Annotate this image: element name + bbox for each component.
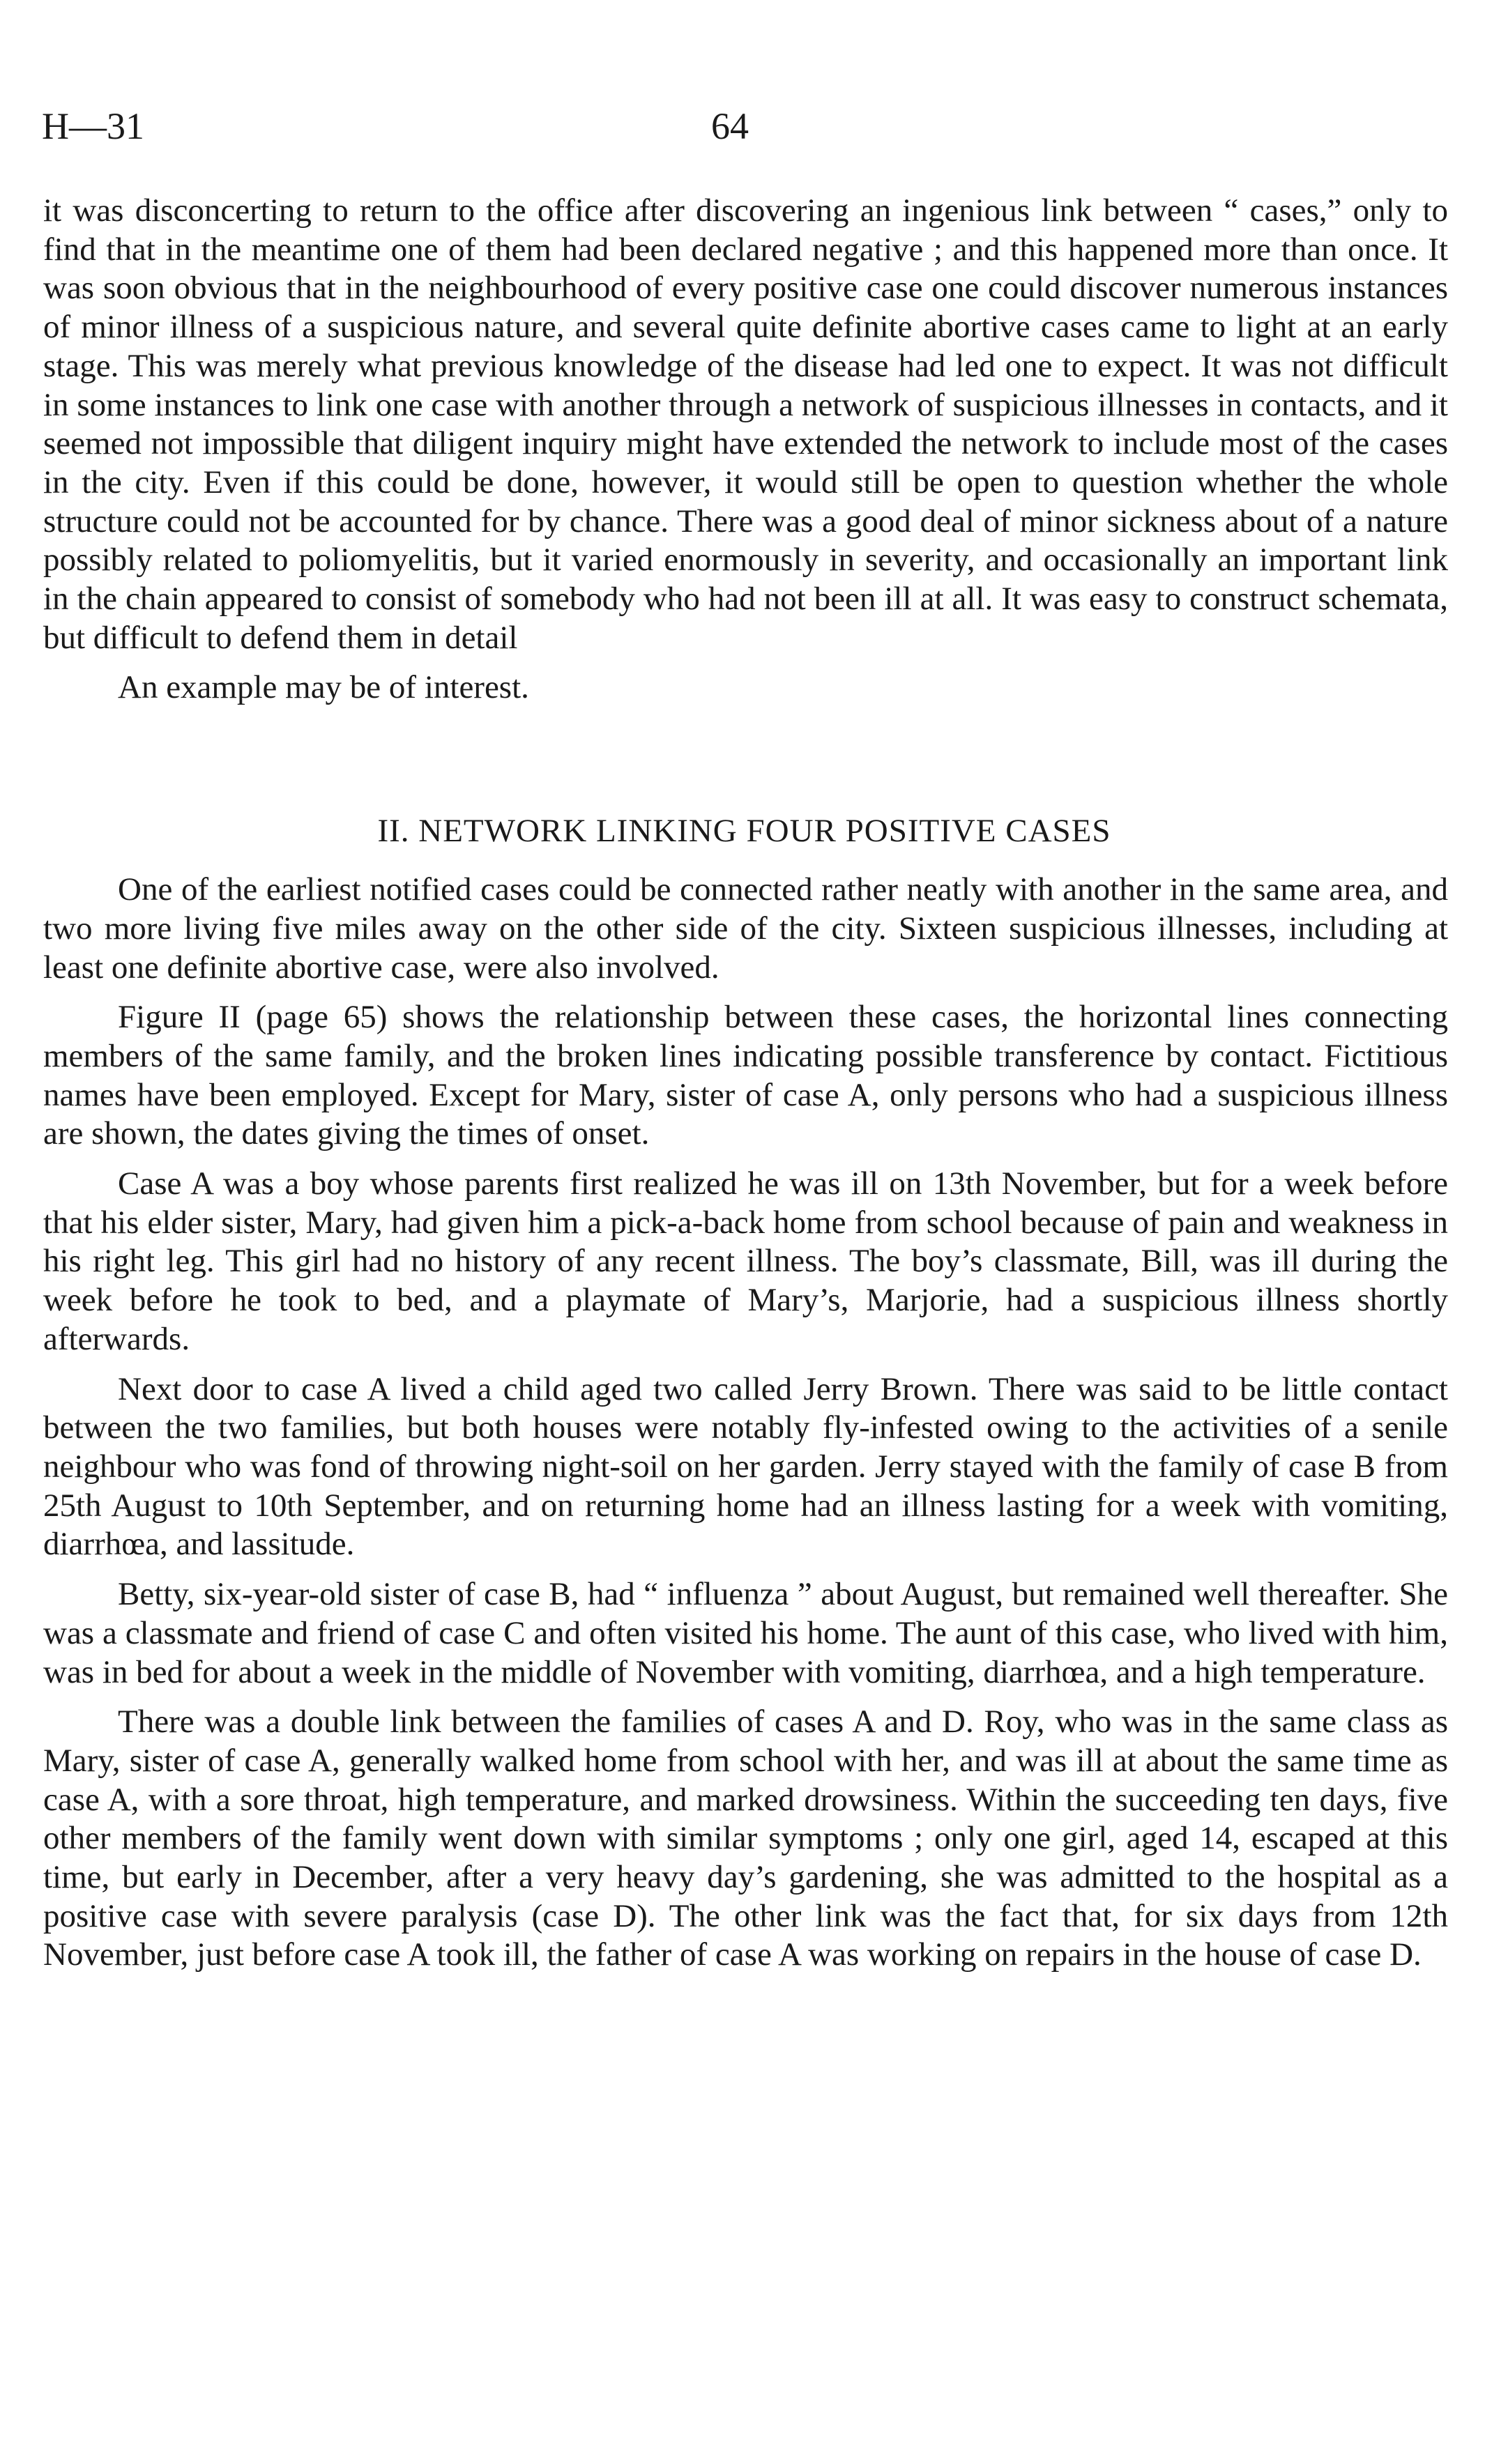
running-head <box>42 105 1450 153</box>
body-paragraph: One of the earliest notified cases could be connected rather neatly with another in the same area, and two more living five miles away on the other side of the city. Sixteen suspicious illnesses, including at least one definite abortive case, were also involved. <box>43 871 1448 986</box>
body-text <box>43 192 1448 707</box>
body-paragraph: Figure II (page 65) shows the relationship between these cases, the horizontal lines connecting members of the same family, and the broken lines indicating possible transference by contact. Fictitious names have been employed. Except for Mary, sister of case A, only persons who had a suspicious illness are shown, the dates giving the times of onset. <box>43 999 1448 1152</box>
section-heading: II. NETWORK LINKING FOUR POSITIVE CASES <box>377 813 1111 850</box>
body-paragraph: Case A was a boy whose parents first realized he was ill on 13th November, but for a week before that his elder sister, Mary, had given him a pick-a-back home from school because of pain and weakness in his right leg. This girl had no history of any recent illness. The boy’s classmate, Bill, was ill during the week before he took to bed, and a playmate of Mary’s, Marjorie, had a suspicious illness shortly afterwards. <box>43 1165 1448 1357</box>
continued-paragraph: it was disconcerting to return to the office after discovering an ingenious link between “ cases,” only to find that in the meantime one of them had been declared negative ; and this happened more than once. It was soon obvious that in the neighbourhood of every positive case one could discover numerous instances of minor illness of a suspicious nature, and several quite definite abortive cases came to light at an early stage. This was merely what previous knowledge of the disease had led one to expect. It was not difficult in some instances to link one case with another through a network of suspicious illnesses in contacts, and it seemed not impossible that diligent inquiry might have extended the network to include most of the cases in the city. Even if this could be done, however, it would still be open to question whether the whole structure could not be accounted for by chance. There was a good deal of minor sickness about of a nature possibly related to poliomyelitis, but it varied enormously in severity, and occasionally an important link in the chain appeared to consist of somebody who had not been ill at all. It was easy to construct schemata, but difficult to defend them in detail <box>43 192 1448 656</box>
document-code: H—31 <box>42 105 144 147</box>
page-number: 64 <box>711 105 749 147</box>
section-body <box>43 871 1448 1975</box>
example-paragraph: An example may be of interest. <box>118 669 529 706</box>
document-page <box>42 105 1450 1975</box>
body-paragraph: Betty, six-year-old sister of case B, had “ influenza ” about August, but remained well thereafter. She was a classmate and friend of case C and often visited his home. The aunt of this case, who lived with him, was in bed for about a week in the middle of November with vomiting, diarrhœa, and a high temperature. <box>43 1576 1448 1690</box>
body-paragraph: Next door to case A lived a child aged two called Jerry Brown. There was said to be little contact between the two families, but both houses were notably fly-infested owing to the activities of a senile neighbour who was fond of throwing night-soil on her garden. Jerry stayed with the family of case B from 25th August to 10th September, and on returning home had an illness lasting for a week with vomiting, diarrhœa, and lassitude. <box>43 1370 1448 1563</box>
body-paragraph: There was a double link between the families of cases A and D. Roy, who was in the same class as Mary, sister of case A, generally walked home from school with her, and was ill at about the same time as case A, with a sore throat, high temperature, and marked drowsiness. Within the succeeding ten days, five other members of the family went down with similar symptoms ; only one girl, aged 14, escaped at this time, but early in December, after a very heavy day’s gardening, she was admitted to the hospital as a positive case with severe paralysis (case D). The other link was the fact that, for six days from 12th November, just before case A took ill, the father of case A was working on repairs in the house of case D. <box>43 1704 1448 1973</box>
